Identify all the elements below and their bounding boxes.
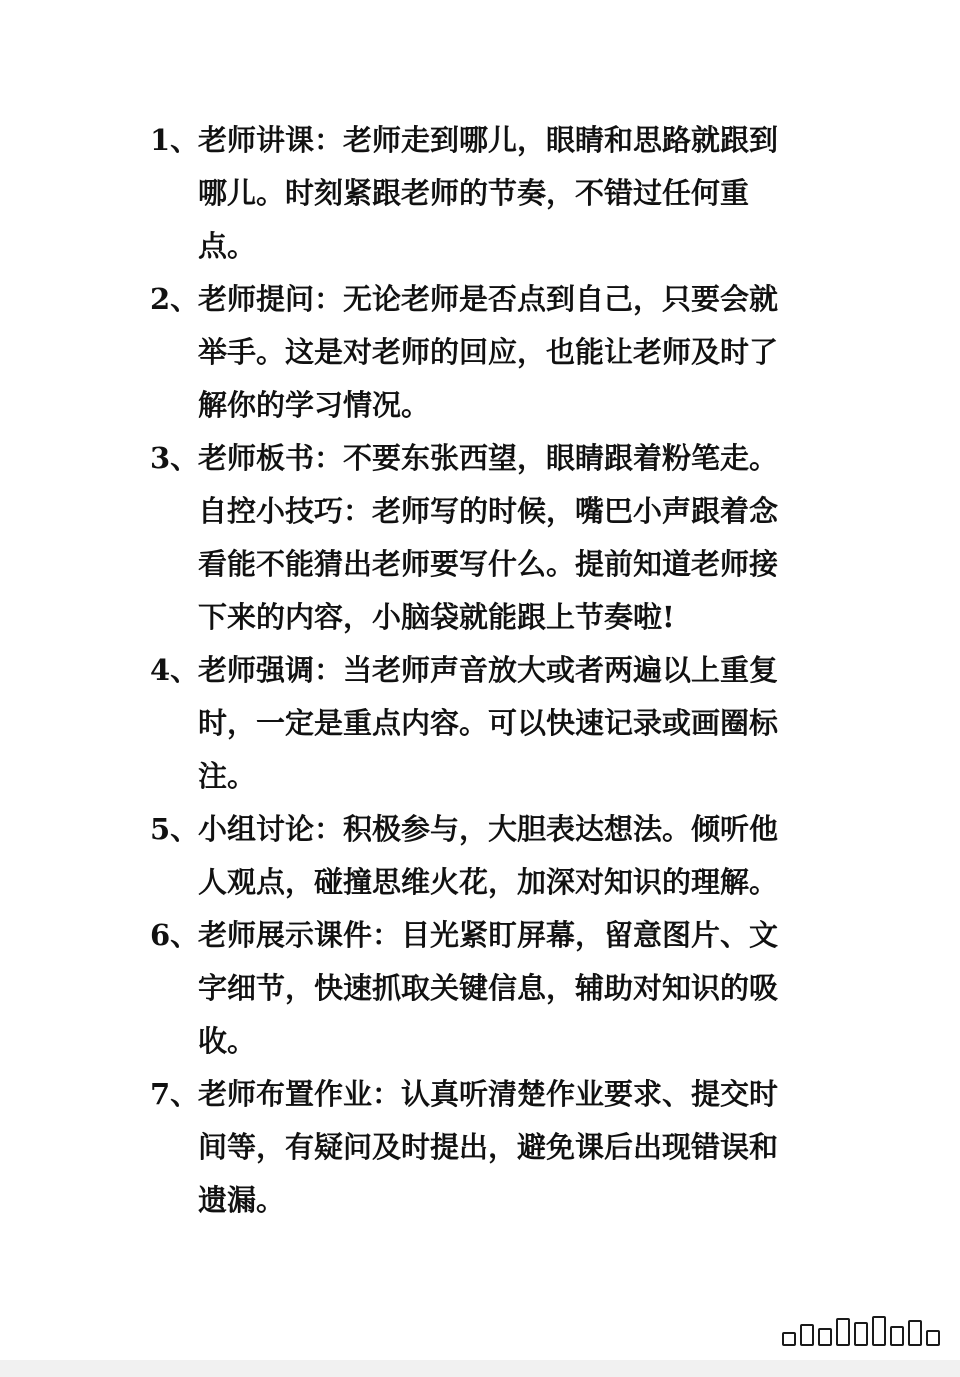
bar-chart-watermark-icon: [782, 1316, 940, 1346]
watermark-bar: [836, 1318, 850, 1346]
item-number: 1、: [150, 123, 200, 157]
watermark-bar: [908, 1320, 922, 1346]
item-number: 5、: [150, 812, 200, 846]
item-number: 6、: [150, 918, 200, 952]
item-number: 7、: [150, 1077, 200, 1111]
watermark-bar: [890, 1326, 904, 1346]
list-item: [150, 644, 800, 803]
item-number: 2、: [150, 282, 200, 316]
watermark-bar: [854, 1322, 868, 1346]
item-text: 老师板书：不要东张西望，眼睛跟着粉笔走。自控小技巧：老师写的时候，嘴巴小声跟着念看能不能猜出老师要写什么。提前知道老师接下来的内容，小脑袋就能跟上节奏啦!: [198, 441, 779, 634]
watermark-bar: [818, 1328, 832, 1346]
watermark-bar: [782, 1332, 796, 1346]
watermark-bar: [800, 1324, 814, 1346]
bottom-strip: [0, 1360, 960, 1377]
watermark-bar: [926, 1330, 940, 1346]
item-text: 老师讲课：老师走到哪儿，眼睛和思路就跟到哪儿。时刻紧跟老师的节奏，不错过任何重点。: [198, 123, 779, 263]
item-text: 老师展示课件：目光紧盯屏幕，留意图片、文字细节，快速抓取关键信息，辅助对知识的吸收。: [198, 918, 779, 1058]
item-text: 老师提问：无论老师是否点到自己，只要会就举手。这是对老师的回应，也能让老师及时了解你的学习情况。: [198, 282, 779, 422]
list-item: [150, 909, 800, 1068]
item-number: 3、: [150, 441, 200, 475]
item-number: 4、: [150, 653, 200, 687]
list-item: [150, 114, 800, 273]
item-text: 老师布置作业：认真听清楚作业要求、提交时间等，有疑问及时提出，避免课后出现错误和遗漏。: [198, 1077, 779, 1217]
list-item: [150, 273, 800, 432]
list-item: [150, 803, 800, 909]
list-item: [150, 432, 800, 644]
item-text: 老师强调：当老师声音放大或者两遍以上重复时，一定是重点内容。可以快速记录或画圈标注。: [198, 653, 779, 793]
watermark-bar: [872, 1316, 886, 1346]
list-item: [150, 1068, 800, 1227]
tips-list: [150, 114, 800, 1227]
item-text: 小组讨论：积极参与，大胆表达想法。倾听他人观点，碰撞思维火花，加深对知识的理解。: [198, 812, 779, 899]
